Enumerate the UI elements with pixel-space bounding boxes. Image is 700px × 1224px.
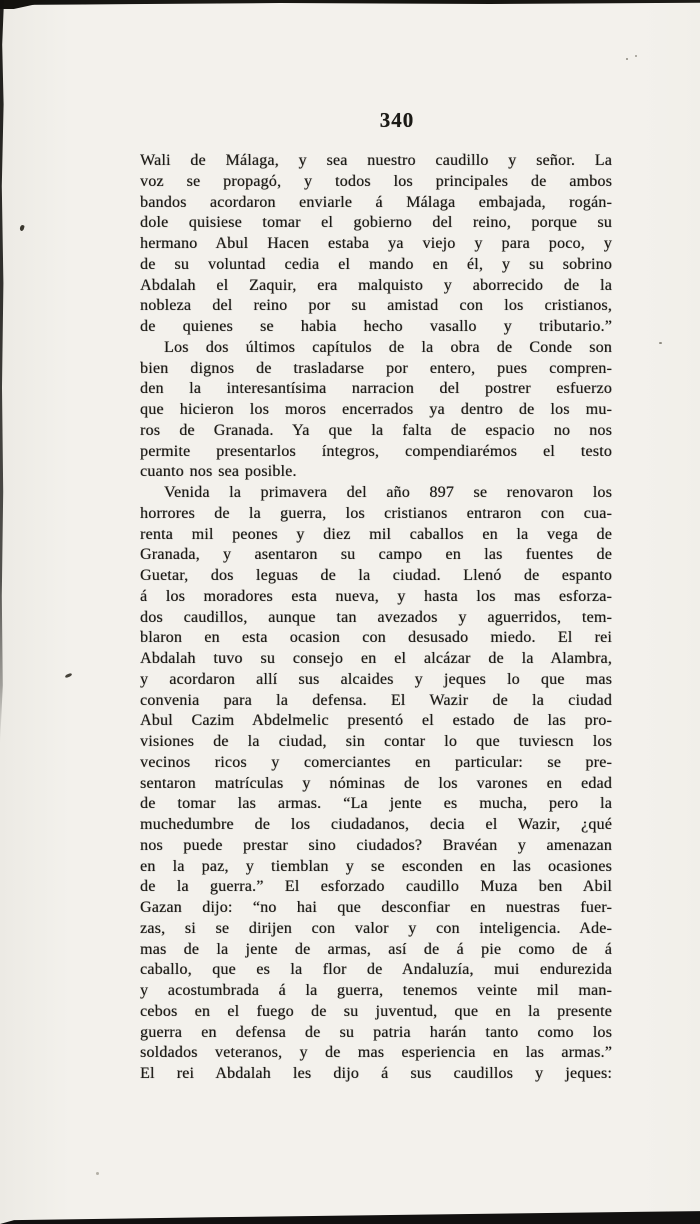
text-line-30: vecinos ricos y comerciantes en particular: se pre- (140, 753, 612, 771)
scan-artifact-speck (96, 1172, 99, 1175)
text-line-24: blaron en esta ocasion con desusado miedo. El rei (140, 629, 612, 647)
text-line-31: sentaron matrículas y nóminas de los varones en edad (140, 774, 612, 792)
text-line-37: Gazan dijo: “no hai que desconfiar en nuestras fuer- (140, 899, 612, 916)
text-line-26: y acordaron allí sus alcaides y jeques lo que mas (140, 670, 612, 688)
text-line-35: en la paz, y tiemblan y se esconden en las ocasiones (140, 857, 612, 875)
text-line-3: bandos acordaron enviarle á Málaga embajada, rogán- (140, 193, 612, 211)
text-line-10: Los dos últimos capítulos de la obra de Conde son (164, 338, 612, 356)
text-line-7: Abdalah el Zaquir, era malquisto y aborrecido de la (140, 276, 612, 294)
scan-edge-top (0, 0, 700, 5)
text-line-6: de su voluntad cedia el mando en él, y su sobrino (140, 255, 612, 273)
text-line-14: ros de Granada. Ya que la falta de espacio no nos (140, 421, 612, 439)
text-line-2: voz se propagó, y todos los principales de ambos (140, 172, 612, 190)
scan-edge-left (0, 0, 4, 745)
text-line-25: Abdalah tuvo su consejo en el alcázar de la Alambra, (140, 650, 612, 667)
text-line-23: dos caudillos, aunque tan avezados y aguerridos, tem- (140, 608, 612, 626)
scan-artifact-speck (19, 225, 25, 232)
text-line-36: de la guerra.” El esforzado caudillo Muza ben Abil (140, 878, 612, 896)
text-line-9: de quienes se habia hecho vasallo y tributario.” (140, 318, 612, 335)
scan-artifact-speck (65, 673, 73, 679)
text-line-16: cuanto nos sea posible. (140, 463, 297, 481)
text-line-15: permite presentarlos íntegros, compendiarémos el testo (140, 442, 612, 460)
text-line-42: cebos en el fuego de su juventud, que en la presente (140, 1002, 612, 1020)
text-line-39: mas de la jente de armas, así de á pie como de á (140, 940, 612, 958)
scan-artifact-speck (635, 55, 637, 57)
scan-artifact-speck (626, 58, 628, 60)
page-number: 340 (379, 108, 415, 132)
text-block (140, 151, 612, 1085)
text-line-27: convenia para la defensa. El Wazir de la ciudad (140, 691, 612, 709)
text-line-45: El rei Abdalah les dijo á sus caudillos y jeques: (140, 1065, 612, 1082)
text-line-29: visiones de la ciudad, sin contar lo que tuviescn los (140, 733, 612, 750)
scan-edge-bottom (0, 1210, 700, 1224)
text-line-32: de tomar las armas. “La jente es mucha, pero la (140, 795, 612, 813)
text-line-22: á los moradores esta nueva, y hasta los mas esforza- (140, 587, 612, 605)
text-line-1: Wali de Málaga, y sea nuestro caudillo y señor. La (140, 152, 612, 169)
text-line-13: que hicieron los moros encerrados ya dentro de los mu- (140, 401, 612, 418)
text-line-40: caballo, que es la flor de Andaluzía, mui endurezida (140, 961, 612, 979)
text-line-18: horrores de la guerra, los cristianos entraron con cua- (140, 504, 612, 522)
text-line-28: Abul Cazim Abdelmelic presentó el estado de las pro- (140, 712, 612, 730)
text-line-41: y acostumbrada á la guerra, tenemos veinte mil man- (140, 982, 612, 999)
text-line-38: zas, si se dirijen con valor y con inteligencia. Ade- (140, 919, 612, 937)
text-line-20: Granada, y asentaron su campo en las fuentes de (140, 546, 612, 564)
text-line-43: guerra en defensa de su patria harán tanto como los (140, 1023, 612, 1041)
text-line-11: bien dignos de trasladarse por entero, pues compren- (140, 359, 612, 377)
text-line-12: den la interesantísima narracion del postrer esfuerzo (140, 380, 612, 398)
text-line-34: nos puede prestar sino ciudados? Bravéan y amenazan (140, 836, 612, 854)
text-line-4: dole quisiese tomar el gobierno del reino, porque su (140, 214, 612, 232)
text-line-21: Guetar, dos leguas de la ciudad. Llenó de espanto (140, 567, 612, 584)
text-line-5: hermano Abul Hacen estaba ya viejo y para poco, y (140, 235, 612, 252)
scan-artifact-speck (659, 342, 662, 344)
text-line-8: nobleza del reino por su amistad con los cristianos, (140, 297, 612, 315)
text-line-19: renta mil peones y diez mil caballos en la vega de (140, 525, 612, 543)
text-line-17: Venida la primavera del año 897 se renovaron los (164, 484, 612, 501)
text-line-33: muchedumbre de los ciudadanos, decia el Wazir, ¿qué (140, 816, 612, 833)
text-line-44: soldados veteranos, y de mas esperiencia en las armas.” (140, 1044, 612, 1062)
